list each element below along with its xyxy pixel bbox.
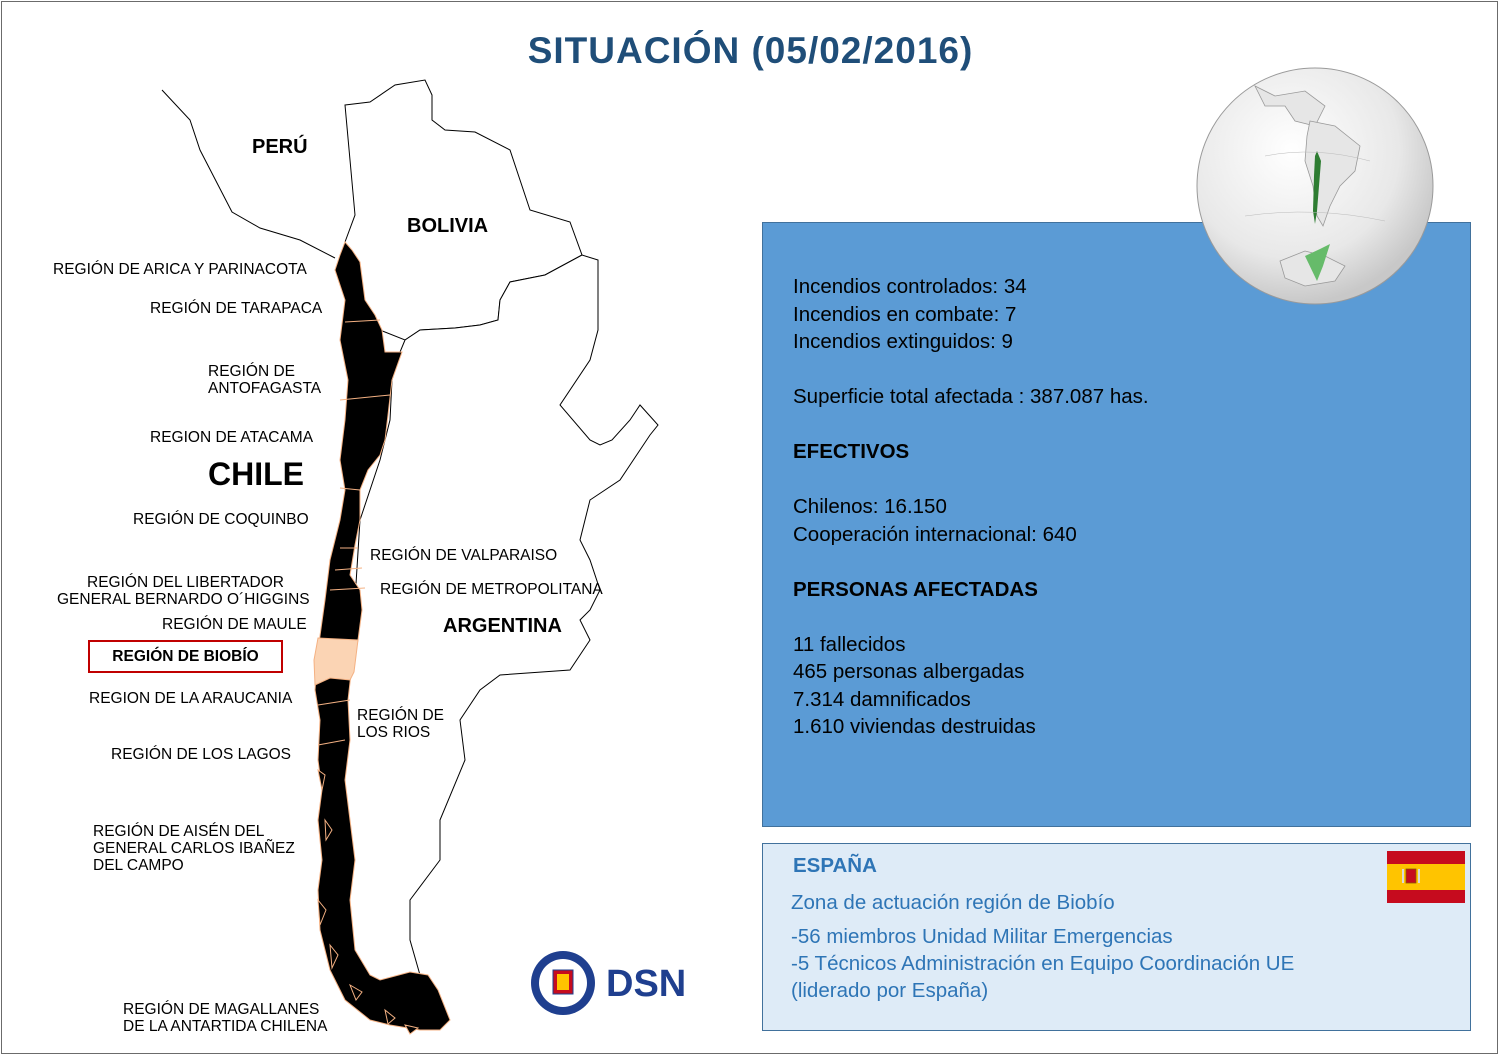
page-title: SITUACIÓN (05/02/2016) [527, 30, 974, 71]
stat-line: Incendios extinguidos: 9 [793, 330, 1013, 353]
region-label-antofagasta-1: REGIÓN DE [208, 363, 295, 380]
region-label-atacama: REGION DE ATACAMA [150, 429, 314, 446]
region-label-tarapaca: REGIÓN DE TARAPACA [150, 300, 323, 317]
country-label-peru: PERÚ [252, 136, 308, 158]
region-label-maule: REGIÓN DE MAULE [162, 616, 307, 633]
spain-text [791, 889, 1294, 1004]
region-label-metropolitana: REGIÓN DE METROPOLITANA [380, 581, 603, 598]
region-label-aisen-1: REGIÓN DE AISÉN DEL [93, 823, 265, 840]
spain-line: (liderado por España) [791, 979, 989, 1002]
country-label-argentina: ARGENTINA [443, 615, 562, 637]
situation-panel [762, 222, 1471, 827]
spain-line: -5 Técnicos Administración en Equipo Coordinación UE [791, 952, 1295, 975]
stat-line: Incendios controlados: 34 [793, 275, 1027, 298]
region-label-rios-1: REGIÓN DE [357, 707, 444, 724]
biobio-region [314, 638, 358, 685]
surface-line: Superficie total afectada : 387.087 has. [793, 385, 1149, 408]
region-label-magallanes-1: REGIÓN DE MAGALLANES [123, 1001, 320, 1018]
region-label-antofagasta-2: ANTOFAGASTA [208, 380, 322, 397]
spain-line: -56 miembros Unidad Militar Emergencias [791, 925, 1173, 948]
personas-line: 1.610 viviendas destruidas [793, 715, 1036, 738]
efectivos-heading: EFECTIVOS [793, 440, 910, 463]
situation-text [793, 273, 1149, 741]
globe-locator-icon [1195, 66, 1435, 306]
personas-line: 7.314 damnificados [793, 687, 971, 711]
region-label-valparaiso: REGIÓN DE VALPARAISO [370, 547, 558, 564]
spain-flag-icon [1387, 851, 1465, 903]
personas-line: 465 personas albergadas [793, 660, 1025, 683]
region-label-magallanes-2: DE LA ANTARTIDA CHILENA [123, 1018, 328, 1035]
region-label-coquimbo: REGIÓN DE COQUINBO [133, 511, 309, 528]
personas-heading: PERSONAS AFECTADAS [793, 577, 1038, 601]
spain-zone: Zona de actuación región de Biobío [791, 891, 1115, 914]
spain-heading: ESPAÑA [793, 854, 877, 877]
region-label-araucania: REGION DE LA ARAUCANIA [89, 690, 293, 707]
dsn-logo-text: DSN [606, 963, 687, 1005]
stat-line: Incendios en combate: 7 [793, 302, 1017, 326]
region-label-lagos: REGIÓN DE LOS LAGOS [111, 746, 292, 763]
country-label-chile: CHILE [208, 456, 304, 492]
efectivos-line: Cooperación internacional: 640 [793, 522, 1077, 546]
dsn-logo [528, 948, 698, 1018]
region-label-biobio-highlight: REGIÓN DE BIOBÍO [88, 640, 283, 673]
region-label-rios-2: LOS RIOS [357, 724, 431, 741]
region-label-ohiggins-1: REGIÓN DEL LIBERTADOR [87, 574, 284, 591]
region-label-ohiggins-2: GENERAL BERNARDO O´HIGGINS [57, 591, 310, 608]
region-label-arica: REGIÓN DE ARICA Y PARINACOTA [53, 261, 307, 278]
peru-border [162, 90, 335, 258]
region-label-aisen-2: GENERAL CARLOS IBAÑEZ [93, 840, 295, 857]
region-label-aisen-3: DEL CAMPO [93, 857, 184, 874]
spain-panel [762, 843, 1471, 1031]
country-label-bolivia: BOLIVIA [407, 215, 489, 237]
efectivos-line: Chilenos: 16.150 [793, 495, 947, 518]
personas-line: 11 fallecidos [793, 632, 906, 656]
